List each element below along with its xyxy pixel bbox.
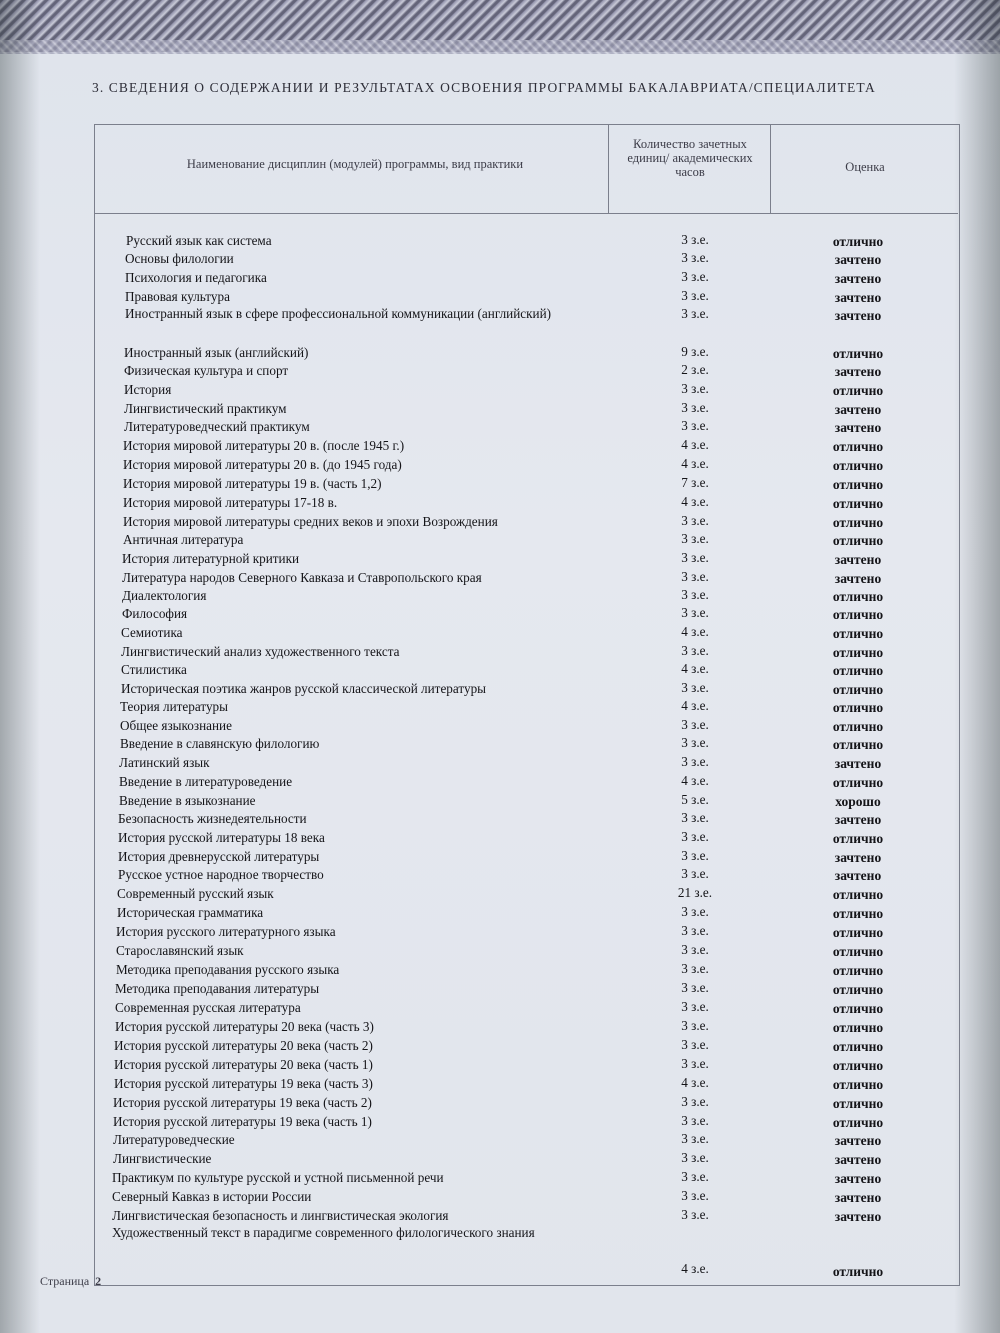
- credit-units: 3 з.е.: [681, 810, 709, 825]
- discipline-name: Художественный текст в парадигме современного филологического знания: [112, 1225, 535, 1240]
- discipline-name: История русской литературы 18 века: [118, 830, 325, 845]
- credit-units: 3 з.е.: [681, 250, 709, 265]
- grade-value: отлично: [832, 1115, 884, 1130]
- credit-units: 3 з.е.: [681, 866, 709, 881]
- grade-value: зачтено: [834, 364, 882, 379]
- discipline-name: Античная литература: [123, 532, 244, 547]
- discipline-name: Методика преподавания литературы: [115, 981, 320, 996]
- credit-units: 3 з.е.: [681, 961, 709, 976]
- credit-units: 3 з.е.: [681, 1037, 709, 1052]
- grade-value: зачтено: [834, 1190, 882, 1205]
- credit-units: 3 з.е.: [681, 754, 709, 769]
- grade-value: отлично: [832, 982, 884, 997]
- grade-value: хорошо: [835, 794, 881, 809]
- credit-units: 3 з.е.: [681, 1094, 709, 1109]
- grade-value: отлично: [832, 458, 884, 473]
- discipline-name: Иностранный язык в сфере профессиональной коммуникации (английский): [125, 306, 552, 321]
- credit-units: 3 з.е.: [681, 1169, 709, 1184]
- credit-units: 3 з.е.: [681, 1056, 709, 1071]
- discipline-name: Введение в языкознание: [119, 793, 256, 808]
- discipline-name: История мировой литературы 20 в. (до 1945 года): [123, 457, 402, 472]
- credit-units: 3 з.е.: [681, 1131, 709, 1146]
- grade-value: зачтено: [834, 812, 882, 827]
- grade-value: отлично: [832, 439, 884, 454]
- discipline-name: Основы филологии: [125, 251, 234, 266]
- discipline-name: Лингвистическая безопасность и лингвистическая экология: [112, 1208, 449, 1223]
- credit-units: 4 з.е.: [681, 698, 709, 713]
- credit-units: 3 з.е.: [681, 643, 709, 658]
- page-shadow-right: [954, 0, 1000, 1333]
- discipline-name: Лингвистический практикум: [124, 401, 287, 416]
- page-number: 2: [95, 1274, 102, 1288]
- discipline-name: Историческая грамматика: [117, 905, 264, 920]
- discipline-name: Иностранный язык (английский): [124, 345, 309, 360]
- grade-value: зачтено: [834, 850, 882, 865]
- credit-units: 5 з.е.: [681, 792, 709, 807]
- credit-units: 3 з.е.: [681, 717, 709, 732]
- grade-value: отлично: [832, 234, 884, 249]
- page-shadow-left: [0, 0, 40, 1333]
- grade-value: зачтено: [834, 756, 882, 771]
- grade-value: отлично: [832, 626, 884, 641]
- credit-units: 4 з.е.: [681, 1075, 709, 1090]
- discipline-name: История древнерусской литературы: [118, 849, 320, 864]
- credit-units: 3 з.е.: [681, 269, 709, 284]
- discipline-name: Методика преподавания русского языка: [116, 962, 340, 977]
- discipline-name: Введение в славянскую филологию: [120, 736, 320, 751]
- header-grade: Оценка: [845, 160, 885, 174]
- grade-value: отлично: [832, 700, 884, 715]
- grade-value: зачтено: [834, 1209, 882, 1224]
- column-divider: [770, 124, 771, 214]
- grade-value: отлично: [832, 963, 884, 978]
- credit-units: 3 з.е.: [681, 1150, 709, 1165]
- credit-units: 3 з.е.: [681, 942, 709, 957]
- credit-units: 3 з.е.: [681, 306, 709, 321]
- discipline-name: Литературоведческий практикум: [124, 419, 310, 434]
- grade-value: отлично: [832, 1096, 884, 1111]
- credit-units: 7 з.е.: [681, 475, 709, 490]
- grade-value: отлично: [832, 1264, 884, 1279]
- grade-value: зачтено: [834, 420, 882, 435]
- grade-value: зачтено: [834, 1171, 882, 1186]
- discipline-name: Физическая культура и спорт: [124, 363, 289, 378]
- grade-value: зачтено: [834, 252, 882, 267]
- grade-value: зачтено: [834, 308, 882, 323]
- credit-units: 3 з.е.: [681, 1188, 709, 1203]
- discipline-name: История мировой литературы средних веков и эпохи Возрождения: [123, 514, 498, 529]
- grade-value: отлично: [832, 1077, 884, 1092]
- grade-value: отлично: [832, 737, 884, 752]
- header-divider: [94, 213, 958, 214]
- discipline-name: История русской литературы 19 века (часть 1): [113, 1114, 372, 1129]
- credit-units: 4 з.е.: [681, 624, 709, 639]
- credit-units: 3 з.е.: [681, 232, 709, 247]
- discipline-name: Безопасность жизнедеятельности: [118, 811, 307, 826]
- grade-value: отлично: [832, 906, 884, 921]
- credit-units: 4 з.е.: [681, 456, 709, 471]
- grade-value: отлично: [832, 645, 884, 660]
- credit-units: 3 з.е.: [681, 923, 709, 938]
- credit-units: 3 з.е.: [681, 848, 709, 863]
- grade-value: отлично: [832, 589, 884, 604]
- discipline-name: История мировой литературы 20 в. (после 1945 г.): [123, 438, 405, 453]
- credit-units: 3 з.е.: [681, 288, 709, 303]
- discipline-name: Историческая поэтика жанров русской классической литературы: [121, 681, 487, 696]
- grade-value: отлично: [832, 533, 884, 548]
- discipline-name: История литературной критики: [122, 551, 300, 566]
- credit-units: 3 з.е.: [681, 680, 709, 695]
- header-credits: Количество зачетных единиц/ академических часов: [627, 137, 753, 179]
- grade-value: отлично: [832, 1020, 884, 1035]
- grade-value: зачтено: [834, 571, 882, 586]
- grade-value: отлично: [832, 925, 884, 940]
- credit-units: 3 з.е.: [681, 400, 709, 415]
- discipline-name: Диалектология: [122, 588, 207, 603]
- grade-value: зачтено: [834, 402, 882, 417]
- discipline-name: История мировой литературы 19 в. (часть 1,2): [123, 476, 382, 491]
- discipline-name: Русское устное народное творчество: [118, 867, 324, 882]
- credit-units: 3 з.е.: [681, 513, 709, 528]
- discipline-name: История русского литературного языка: [116, 924, 336, 939]
- credit-units: 4 з.е.: [681, 494, 709, 509]
- discipline-name: Современный русский язык: [117, 886, 274, 901]
- credit-units: 4 з.е.: [681, 773, 709, 788]
- credit-units: 3 з.е.: [681, 569, 709, 584]
- discipline-name: Общее языкознание: [120, 718, 232, 733]
- grade-value: отлично: [832, 1058, 884, 1073]
- grade-value: отлично: [832, 887, 884, 902]
- column-divider: [608, 124, 609, 214]
- discipline-name: Семиотика: [121, 625, 183, 640]
- footer-label: Страница: [40, 1274, 90, 1288]
- credit-units: 3 з.е.: [681, 980, 709, 995]
- grade-value: отлично: [832, 346, 884, 361]
- credit-units: 3 з.е.: [681, 531, 709, 546]
- discipline-name: История русской литературы 20 века (часть 2): [114, 1038, 373, 1053]
- discipline-name: Лингвистические: [113, 1151, 212, 1166]
- grade-value: отлично: [832, 719, 884, 734]
- discipline-name: Старославянский язык: [116, 943, 244, 958]
- credit-units: 21 з.е.: [677, 885, 713, 900]
- grade-value: отлично: [832, 775, 884, 790]
- discipline-name: История мировой литературы 17-18 в.: [123, 495, 338, 510]
- grade-value: отлично: [832, 496, 884, 511]
- grade-value: зачтено: [834, 290, 882, 305]
- grade-value: зачтено: [834, 552, 882, 567]
- grade-value: отлично: [832, 1001, 884, 1016]
- grade-value: зачтено: [834, 1133, 882, 1148]
- credit-units: 3 з.е.: [681, 550, 709, 565]
- credit-units: 3 з.е.: [681, 999, 709, 1014]
- credit-units: 4 з.е.: [681, 437, 709, 452]
- credit-units: 3 з.е.: [681, 605, 709, 620]
- credit-units: 3 з.е.: [681, 1113, 709, 1128]
- page-footer: [40, 1274, 101, 1289]
- discipline-name: Литературоведческие: [113, 1132, 235, 1147]
- grade-value: отлично: [832, 383, 884, 398]
- grade-value: отлично: [832, 607, 884, 622]
- credit-units: 3 з.е.: [681, 735, 709, 750]
- grade-value: зачтено: [834, 271, 882, 286]
- credit-units: 3 з.е.: [681, 1018, 709, 1033]
- discipline-name: История русской литературы 20 века (часть 1): [114, 1057, 373, 1072]
- credit-units: 4 з.е.: [681, 1261, 709, 1276]
- credit-units: 3 з.е.: [681, 418, 709, 433]
- grade-value: отлично: [832, 515, 884, 530]
- grade-value: отлично: [832, 831, 884, 846]
- discipline-name: Лингвистический анализ художественного текста: [121, 644, 400, 659]
- discipline-name: История: [124, 382, 172, 397]
- section-title: 3. СВЕДЕНИЯ О СОДЕРЖАНИИ И РЕЗУЛЬТАТАХ ОСВОЕНИЯ ПРОГРАММЫ БАКАЛАВРИАТА/СПЕЦИАЛИТЕТА: [92, 80, 876, 95]
- discipline-name: Стилистика: [121, 662, 187, 677]
- discipline-name: История русской литературы 20 века (часть 3): [115, 1019, 374, 1034]
- discipline-name: Философия: [122, 606, 188, 621]
- discipline-name: Психология и педагогика: [125, 270, 267, 285]
- discipline-name: Северный Кавказ в истории России: [112, 1189, 312, 1204]
- credit-units: 3 з.е.: [681, 829, 709, 844]
- decorative-border-pattern: [0, 40, 1000, 54]
- discipline-name: Введение в литературоведение: [119, 774, 293, 789]
- credit-units: 4 з.е.: [681, 661, 709, 676]
- credit-units: 3 з.е.: [681, 1207, 709, 1222]
- grade-value: отлично: [832, 1039, 884, 1054]
- credit-units: 3 з.е.: [681, 587, 709, 602]
- discipline-name: Русский язык как система: [126, 233, 272, 248]
- discipline-name: Теория литературы: [120, 699, 229, 714]
- credit-units: 3 з.е.: [681, 904, 709, 919]
- discipline-name: Практикум по культуре русской и устной письменной речи: [112, 1170, 444, 1185]
- discipline-name: Современная русская литература: [115, 1000, 301, 1015]
- discipline-name: Латинский язык: [119, 755, 210, 770]
- header-discipline-name: Наименование дисциплин (модулей) программы, вид практики: [186, 157, 524, 171]
- grade-value: отлично: [832, 663, 884, 678]
- grade-value: отлично: [832, 477, 884, 492]
- credit-units: 2 з.е.: [681, 362, 709, 377]
- grade-value: отлично: [832, 944, 884, 959]
- grade-value: зачтено: [834, 868, 882, 883]
- grade-value: отлично: [832, 682, 884, 697]
- discipline-name: Правовая культура: [125, 289, 230, 304]
- discipline-name: История русской литературы 19 века (часть 2): [113, 1095, 372, 1110]
- credit-units: 9 з.е.: [681, 344, 709, 359]
- credit-units: 3 з.е.: [681, 381, 709, 396]
- grade-value: зачтено: [834, 1152, 882, 1167]
- discipline-name: История русской литературы 19 века (часть 3): [114, 1076, 373, 1091]
- discipline-name: Литература народов Северного Кавказа и Ставропольского края: [122, 570, 482, 585]
